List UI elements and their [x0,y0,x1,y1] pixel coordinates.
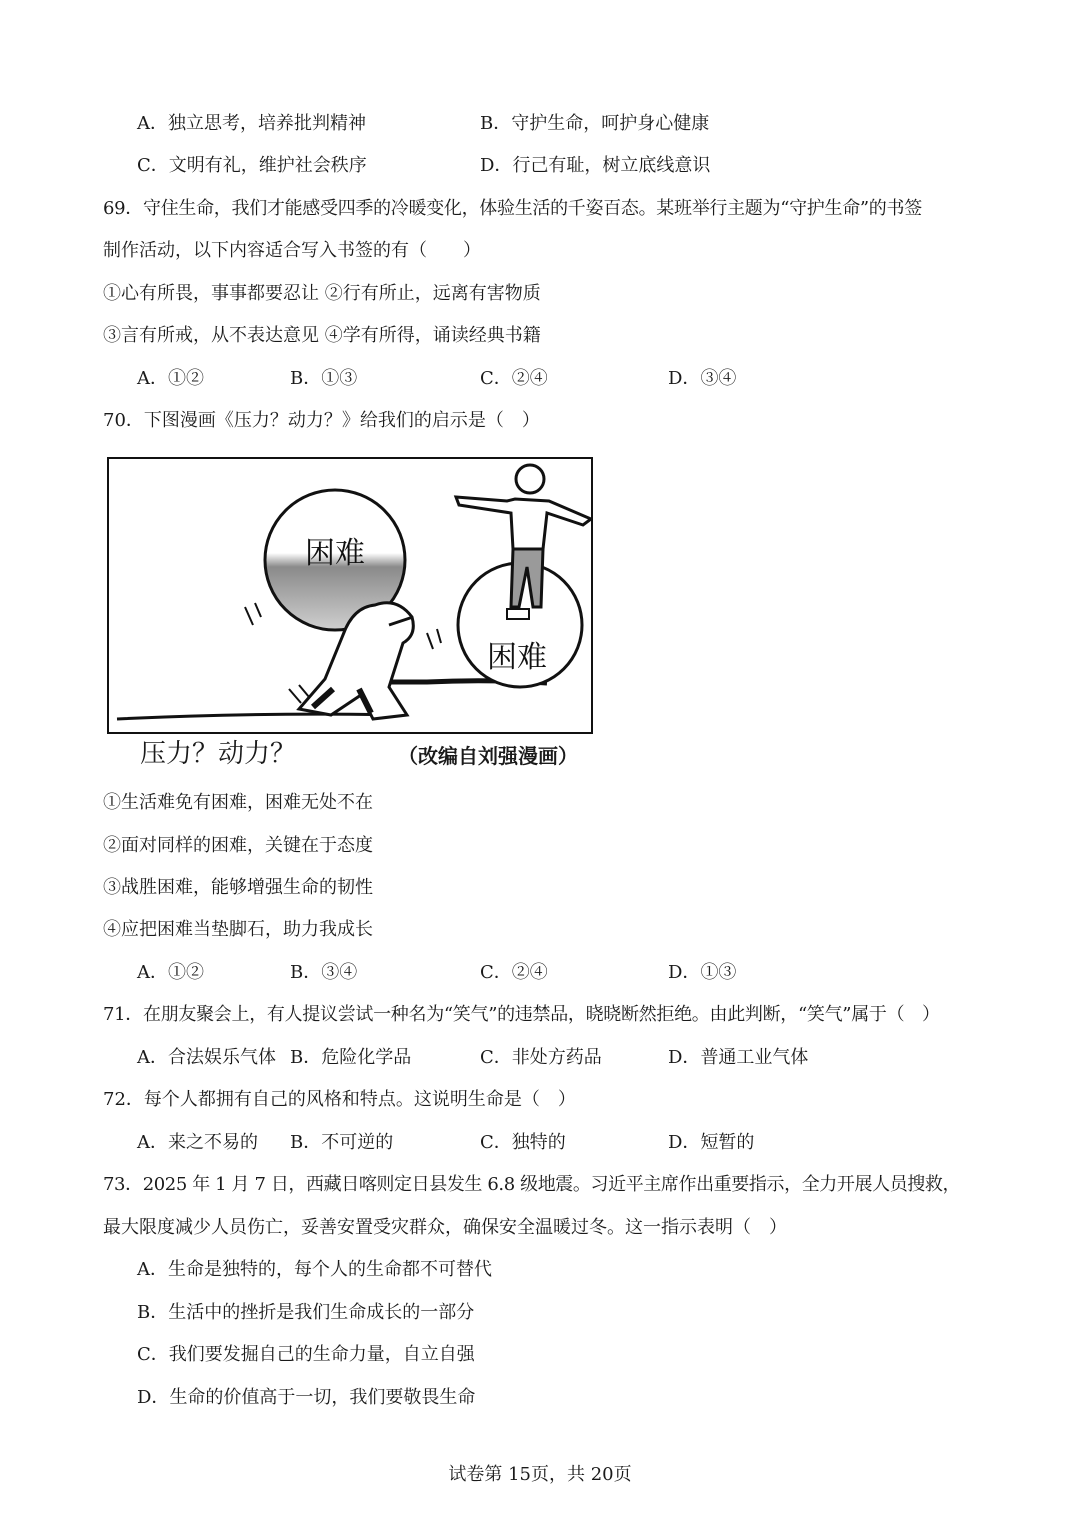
q70-item-4: ④应把困难当垫脚石，助力我成长 [103,919,373,940]
ball-right-label: 困难 [487,640,547,675]
option-text: 文明有礼，维护社会秩序 [168,155,367,176]
option-text: 危险化学品 [321,1047,412,1068]
option-label: D． [480,155,513,176]
option-text: ②④ [511,368,548,389]
option-label: A． [137,368,168,389]
option-label: D． [668,1132,701,1153]
q72-stem: 72．每个人都拥有自己的风格和特点。这说明生命是（ ） [103,1089,576,1110]
q73-option-a [137,1258,492,1282]
q73-stem-line1: 73．2025 年 1 月 7 日，西藏日喀则定日县发生 6.8 级地震。习近平主席作出重要指示，全力开展人员搜救， [103,1174,961,1195]
option-label: B． [290,1047,322,1068]
q70-stem: 70．下图漫画《压力？动力？》给我们的启示是（ ） [103,410,540,431]
q72-option-c [480,1131,566,1155]
option-label: B． [480,113,512,134]
option-text: 独立思考，培养批判精神 [168,113,366,134]
option-text: 我们要发掘自己的生命力量，自立自强 [168,1344,475,1365]
option-label: D． [668,368,701,389]
option-text: ①② [168,368,204,389]
option-label: C． [480,1132,512,1153]
option-text: 守护生命，呵护身心健康 [511,113,710,134]
q68-option-c [137,154,367,178]
option-text: 生命是独特的，每个人的生命都不可替代 [168,1259,492,1280]
option-label: A． [137,1047,168,1068]
q69-option-a [137,367,204,391]
q68-option-b [480,112,709,136]
option-label: D． [137,1387,170,1408]
q70-option-c [480,961,548,985]
q71-option-a [137,1046,276,1070]
option-label: A． [137,962,168,983]
option-text: 生命的价值高于一切，我们要敬畏生命 [169,1387,476,1408]
option-text: 普通工业气体 [700,1047,809,1068]
q73-option-b [137,1301,474,1325]
q72-option-d [668,1131,754,1155]
option-label: A． [137,113,168,134]
q73-stem-line2: 最大限度减少人员伤亡，妥善安置受灾群众，确保安全温暖过冬。这一指示表明（ ） [103,1217,787,1238]
option-text: ②④ [511,962,548,983]
option-label: C． [480,1047,512,1068]
q69-option-b [290,367,357,391]
option-label: C． [137,155,169,176]
q70-item-1: ①生活难免有困难，困难无处不在 [103,792,373,813]
option-label: B． [290,368,322,389]
q68-option-a [137,112,366,136]
q72-option-a [137,1131,258,1155]
q69-items-line2: ③言有所戒，从不表达意见 ④学有所得，诵读经典书籍 [103,325,541,346]
q73-option-c [137,1343,475,1367]
q68-option-d [480,154,710,178]
q69-stem-line1: 69．守住生命，我们才能感受四季的冷暖变化，体验生活的千姿百态。某班举行主题为“守护生命”的书签 [103,198,922,219]
option-text: 独特的 [511,1132,566,1153]
option-text: 来之不易的 [168,1132,258,1153]
comic-caption-source: （改编自刘强漫画） [398,744,578,768]
q69-option-c [480,367,548,391]
q69-stem-line2: 制作活动，以下内容适合写入书签的有（ ） [103,240,481,261]
option-text: 短暂的 [700,1132,755,1153]
q69-items-line1: ①心有所畏，事事都要忍让 ②行有所止，远离有害物质 [103,283,541,304]
q70-item-3: ③战胜困难，能够增强生命的韧性 [103,877,373,898]
option-text: 非处方药品 [511,1047,602,1068]
q70-option-b [290,961,357,985]
q71-stem: 71．在朋友聚会上，有人提议尝试一种名为“笑气”的违禁品，晓晓断然拒绝。由此判断，“笑气”属于（ ） [103,1004,940,1025]
option-text: 不可逆的 [321,1132,394,1153]
option-text: ①③ [321,368,358,389]
q70-item-2: ②面对同样的困难，关键在于态度 [103,835,373,856]
q71-option-b [290,1046,411,1070]
q72-option-b [290,1131,393,1155]
ball-left-label: 困难 [305,536,365,571]
comic-illustration [107,457,593,734]
option-text: ①② [168,962,204,983]
option-label: B． [290,962,322,983]
option-label: B． [137,1302,169,1323]
option-text: 生活中的挫折是我们生命成长的一部分 [168,1302,475,1323]
option-label: B． [290,1132,322,1153]
option-label: C． [480,962,512,983]
q71-option-d [668,1046,808,1070]
q70-option-a [137,961,204,985]
option-text: ③④ [321,962,358,983]
q71-option-c [480,1046,602,1070]
option-label: A． [137,1132,168,1153]
q73-option-d [137,1386,475,1410]
option-label: C． [137,1344,169,1365]
comic-caption-main: 压力？动力？ [140,739,297,769]
option-text: ③④ [700,368,737,389]
option-text: ①③ [700,962,737,983]
option-label: C． [480,368,512,389]
option-text: 行己有耻，树立底线意识 [512,155,711,176]
option-label: D． [668,962,701,983]
page-footer: 试卷第 15页，共 20页 [448,1464,632,1485]
q70-option-d [668,961,736,985]
option-label: A． [137,1259,168,1280]
q69-option-d [668,367,736,391]
option-text: 合法娱乐气体 [168,1047,276,1068]
option-label: D． [668,1047,701,1068]
